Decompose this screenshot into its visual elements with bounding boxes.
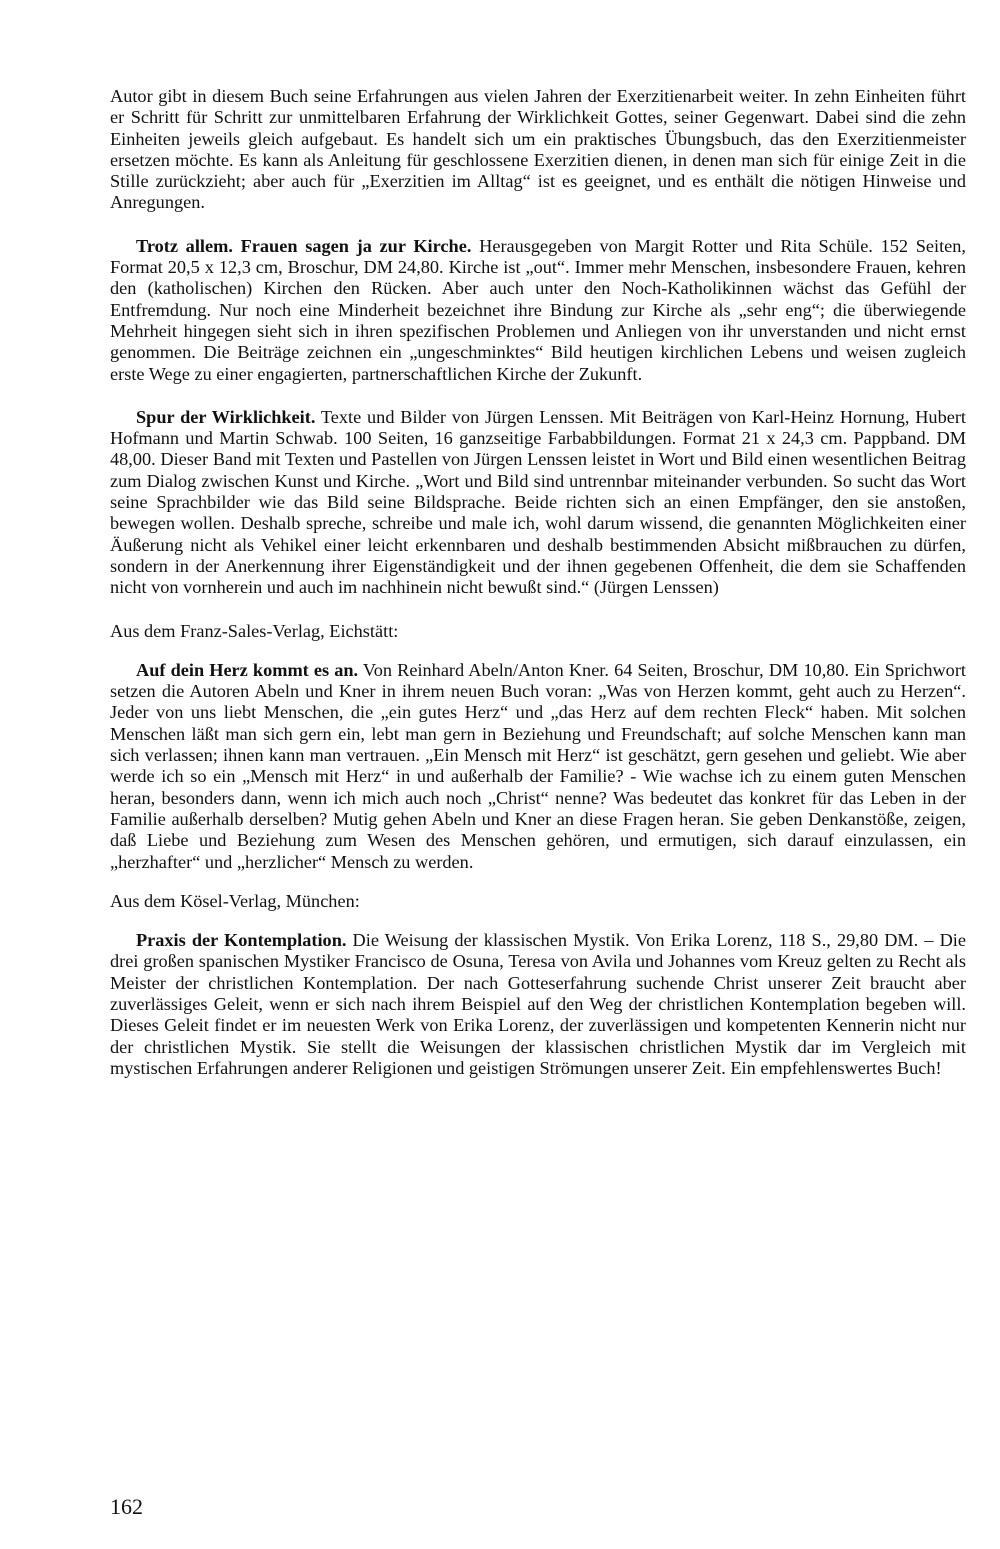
entry-title: Spur der Wirklichkeit. (136, 406, 316, 427)
entry-trotz-allem (110, 236, 966, 385)
entry-title: Trotz allem. Frauen sagen ja zur Kirche. (136, 235, 472, 256)
entry-body: Herausgegeben von Margit Rotter und Rita Schüle. 152 Seiten, Format 20,5 x 12,3 cm, Broschur, DM 24,80. Kirche ist „out“. Immer mehr Menschen, insbesondere Frauen, kehren den (katholischen) Kirchen den Rücken. Aber auch unter den Noch-Katholikinnen wächst das Gefühl der Entfremdung. Nur noch eine Minderheit bezeichnet ihre Bindung zur Kirche als „sehr eng“; die überwiegende Mehrheit hingegen sieht sich in ihren spezifischen Problemen und Anliegen von ihr unverstanden und nicht ernst genommen. Die Beiträge zeichnen ein „ungeschminktes“ Bild heutigen kirchlichen Lebens und weisen zugleich erste Wege zu einer engagierten, partnerschaftlichen Kirche der Zukunft. (110, 235, 967, 384)
publisher-heading-franz-sales: Aus dem Franz-Sales-Verlag, Eichstätt: (110, 620, 399, 641)
entry-body: Die Weisung der klassischen Mystik. Von Erika Lorenz, 118 S., 29,80 DM. – Die drei großen spanischen Mystiker Francisco de Osuna, Teresa von Avila und Johannes vom Kreuz gelten zu Recht als Meister der christlichen Kontemplation. Der nach Gotteserfahrung suchende Christ unserer Zeit braucht aber zuverlässiges Geleit, wenn er sich nach ihrem Beispiel auf den Weg der christlichen Kontemplation begeben will. Dieses Geleit findet er im neuesten Werk von Erika Lorenz, der zuverlässigen und kompetenten Kennerin nicht nur der christlichen Mystik. Sie stellt die Weisungen der klassischen christlichen Mystik dar im Vergleich mit mystischen Erfahrungen anderer Religionen und geistigen Strömungen unserer Zeit. Ein empfehlenswertes Buch! (110, 930, 966, 1078)
entry-title: Auf dein Herz kommt es an. (136, 659, 359, 680)
publisher-heading-koesel: Aus dem Kösel-Verlag, München: (110, 890, 360, 911)
intro-paragraph: Autor gibt in diesem Buch seine Erfahrungen aus vielen Jahren der Exerzitienarbeit weiter. In zehn Einheiten führt er Schritt für Schritt zur unmittelbaren Erfahrung der Wirklichkeit Gottes, seiner Gegenwart. Dabei sind die zehn Einheiten jeweils gleich aufgebaut. Es handelt sich um ein praktisches Übungsbuch, das den Exerzitienmeister ersetzen möchte. Es kann als Anleitung für geschlossene Exerzitien dienen, in denen man sich für einige Zeit in die Stille zurückzieht; aber auch für „Exerzitien im Alltag“ ist es geeignet, und es enthält die nötigen Hinweise und Anregungen. (110, 86, 966, 213)
page-number: 162 (110, 1494, 143, 1519)
entry-auf-dein-herz (110, 660, 966, 873)
entry-praxis-der-kontemplation (110, 930, 966, 1079)
entry-spur-der-wirklichkeit (110, 407, 966, 599)
entry-title: Praxis der Kontemplation. (136, 930, 347, 951)
text-column (110, 86, 966, 1079)
entry-body: Von Reinhard Abeln/Anton Kner. 64 Seiten, Broschur, DM 10,80. Ein Sprichwort setzen die Autoren Abeln und Kner in ihrem neuen Buch voran: „Was von Herzen kommt, geht auch zu Herzen“. Jeder von uns liebt Menschen, die „ein gutes Herz“ und „das Herz auf dem rechten Fleck“ haben. Mit solchen Menschen läßt man sich gern ein, lebt man gern in Beziehung und Freundschaft; auf solche Menschen kann man sich verlassen; ihnen kann man vertrauen. „Ein Mensch mit Herz“ ist geschätzt, gern gesehen und geliebt. Wie aber werde ich so ein „Mensch mit Herz“ in und außerhalb der Familie? - Wie wachse ich zu einem guten Menschen heran, besonders dann, wenn ich mich auch noch „Christ“ nenne? Was bedeutet das konkret für das Leben in der Familie außerhalb derselben? Mutig gehen Abeln und Kner an diese Fragen heran. Sie geben Denkanstöße, zeigen, daß Liebe und Beziehung zum Wesen des Menschen gehören, und ermutigen, sich darauf einzulassen, ein „herzhafter“ und „herzlicher“ Mensch zu werden. (110, 659, 966, 872)
entry-body: Texte und Bilder von Jürgen Lenssen. Mit Beiträgen von Karl-Heinz Hornung, Hubert Hofmann und Martin Schwab. 100 Seiten, 16 ganzseitige Farbabbildungen. Format 21 x 24,3 cm. Pappband. DM 48,00. Dieser Band mit Texten und Pastellen von Jürgen Lenssen leistet in Wort und Bild einen wesentlichen Beitrag zum Dialog zwischen Kunst und Kirche. „Wort und Bild sind untrennbar miteinander verbunden. So sucht das Wort seine Sprachbilder wie das Bild seine Bildsprache. Beide richten sich an einen Empfänger, den sie anstoßen, bewegen wollen. Deshalb spreche, schreibe und male ich, wohl darum wissend, die genannten Möglichkeiten einer Äußerung nicht als Vehikel einer leicht erkennbaren und deshalb bestimmenden Absicht mißbrauchen zu dürfen, sondern in der Anerkennung ihrer Eigenständigkeit und der ihnen gegebenen Offenheit, die dem sie Schaffenden nicht von vornherein und auch im nachhinein nicht bewußt sind.“ (Jürgen Lenssen) (110, 406, 966, 598)
